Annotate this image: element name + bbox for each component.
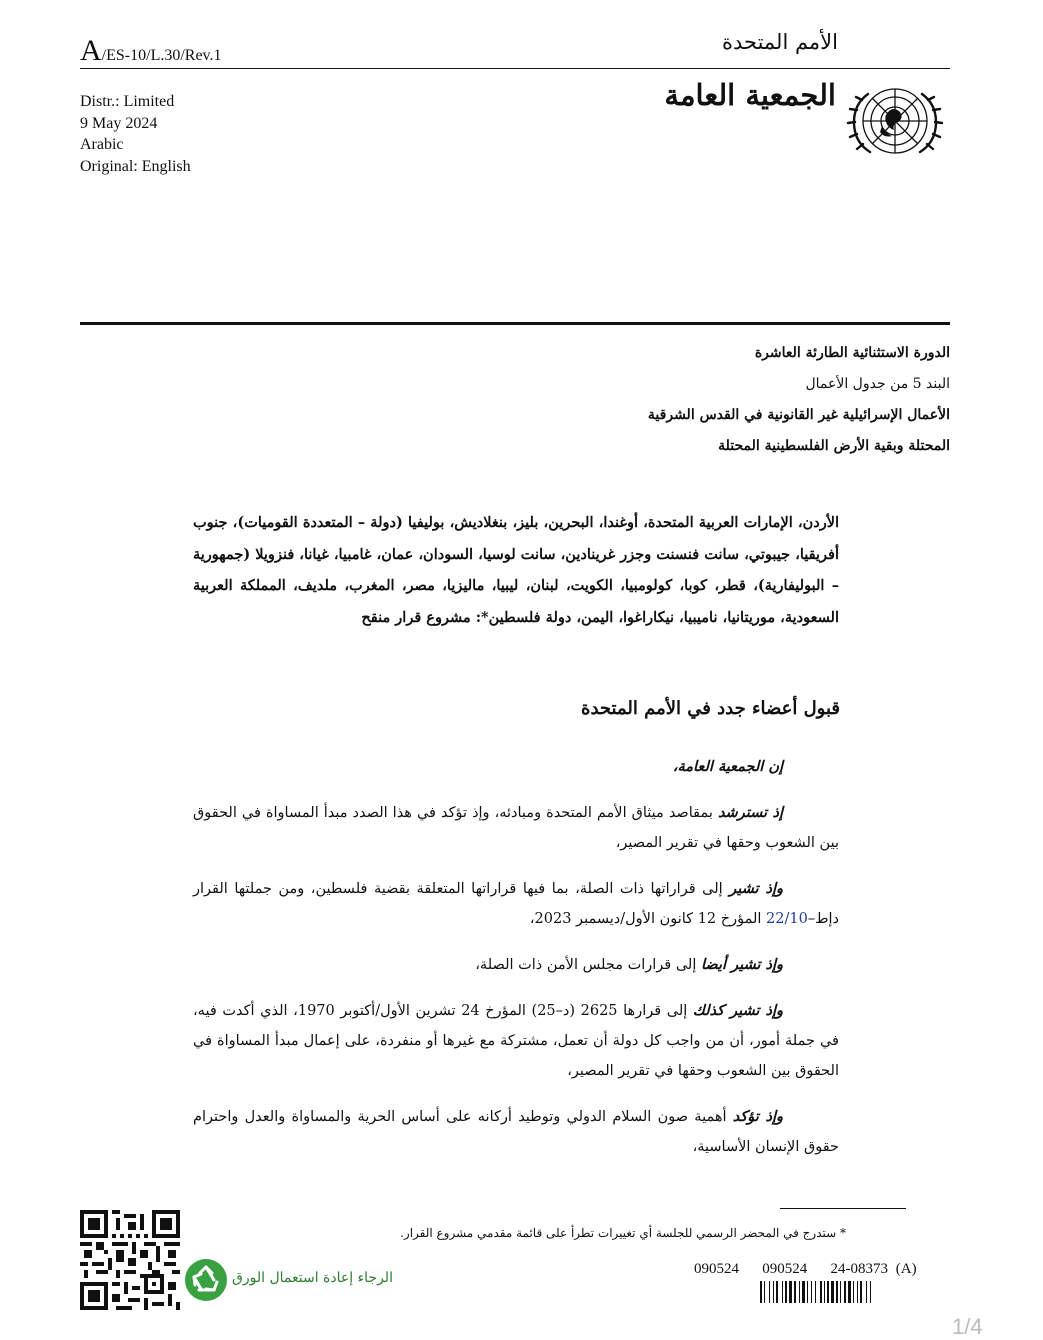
qr-code-icon <box>80 1210 180 1310</box>
agenda-item: البند 5 من جدول الأعمال <box>805 376 950 392</box>
header-divider <box>80 68 950 69</box>
distribution-original: Original: English <box>80 157 191 175</box>
barcode-icon <box>760 1281 942 1303</box>
distribution-line: Distr.: Limited <box>80 93 175 110</box>
symbol-letter: A <box>80 34 102 67</box>
paragraph-tail: المؤرخ 12 كانون الأول/ديسمبر 2023، <box>529 911 767 927</box>
footnote: * ستدرج في المحضر الرسمي للجلسة أي تغييرات تطرأ على قائمة مقدمي مشروع القرار. <box>400 1226 846 1240</box>
org-name: الأمم المتحدة <box>721 30 838 54</box>
un-emblem-icon <box>842 78 948 164</box>
footnote-divider <box>780 1208 906 1209</box>
preamble-paragraph <box>193 798 839 858</box>
section-divider <box>80 322 950 325</box>
session-block <box>310 338 950 462</box>
paragraph-lead: وإذ تشير <box>729 880 783 897</box>
distribution-date: 9 May 2024 <box>80 114 158 132</box>
document-symbol <box>80 34 222 68</box>
recycle-text: الرجاء إعادة استعمال الورق <box>232 1270 393 1286</box>
opening-clause: إن الجمعية العامة، <box>672 758 783 775</box>
preamble-paragraph <box>193 950 839 980</box>
job-number: 090524 090524 24-08373 (A) <box>694 1261 917 1277</box>
sponsors-list: الأردن، الإمارات العربية المتحدة، أوغندا، البحرين، بليز، بنغلاديش، بوليفيا (دولة – المتعددة القوميات)، جنوب أفريقيا، جيبوتي، سانت فنسنت وجزر غرينادين، سانت لوسيا، السودان، عمان، غامبيا، غيانا، فنزويلا (جمهورية – البوليفارية)، قطر، كوبا، كولومبيا، الكويت، لبنان، ليبيا، ماليزيا، مصر، المغرب، ملديف، المملكة العربية السعودية، موريتانيا، ناميبيا، نيكاراغوا، اليمن، دولة فلسطين*: مشروع قرار منقح <box>193 514 839 626</box>
distribution-language: Arabic <box>80 136 124 153</box>
recycle-icon <box>184 1258 228 1302</box>
topic-line-1: الأعمال الإسرائيلية غير القانونية في القدس الشرقية <box>647 407 950 423</box>
session-name: الدورة الاستثنائية الطارئة العاشرة <box>754 345 950 361</box>
symbol-code: /ES-10/L.30/Rev.1 <box>101 47 222 64</box>
distribution-block <box>80 91 191 177</box>
paragraph-lead: وإذ تؤكد <box>732 1108 783 1125</box>
paragraph-body: إلى قرارات مجلس الأمن ذات الصلة، <box>475 957 701 973</box>
paragraph-lead: إذ تسترشد <box>717 804 783 821</box>
paragraph-body: إلى قرارها 2625 (د–25) المؤرخ 24 تشرين الأول/أكتوبر 1970، الذي أكدت فيه، في جملة أمور، أن من واجب كل دولة أن تعمل، مشتركة مع غيرها أو منفردة، على إعمال مبدأ المساواة في الحقوق بين الشعوب وحقها في تقرير المصير، <box>193 1003 839 1079</box>
page-indicator: 1/4 <box>952 1314 983 1339</box>
paragraph-lead: وإذ تشير كذلك <box>692 1002 783 1019</box>
resolution-title: قبول أعضاء جدد في الأمم المتحدة <box>581 698 840 719</box>
assembly-title: الجمعية العامة <box>664 78 836 112</box>
preamble-paragraph <box>193 874 839 934</box>
resolution-link[interactable]: 22/10 <box>766 911 808 927</box>
paragraph-body: إلى قراراتها ذات الصلة، بما فيها قراراتها المتعلقة بقضية فلسطين، ومن جملتها القرار دإط– <box>193 881 839 927</box>
paragraph-lead: وإذ تشير أيضا <box>701 956 783 973</box>
topic-line-2: المحتلة وبقية الأرض الفلسطينية المحتلة <box>718 438 950 454</box>
paragraph-body: أهمية صون السلام الدولي وتوطيد أركانه على أساس الحرية والمساواة والعدل واحترام حقوق الإنسان الأساسية، <box>193 1109 839 1155</box>
preamble-paragraph <box>193 1102 839 1162</box>
paragraph-body: بمقاصد ميثاق الأمم المتحدة ومبادئه، وإذ تؤكد في هذا الصدد مبدأ المساواة في الحقوق بين الشعوب وحقها في تقرير المصير، <box>193 805 839 851</box>
resolution-preamble <box>193 752 839 1178</box>
preamble-paragraph <box>193 996 839 1086</box>
